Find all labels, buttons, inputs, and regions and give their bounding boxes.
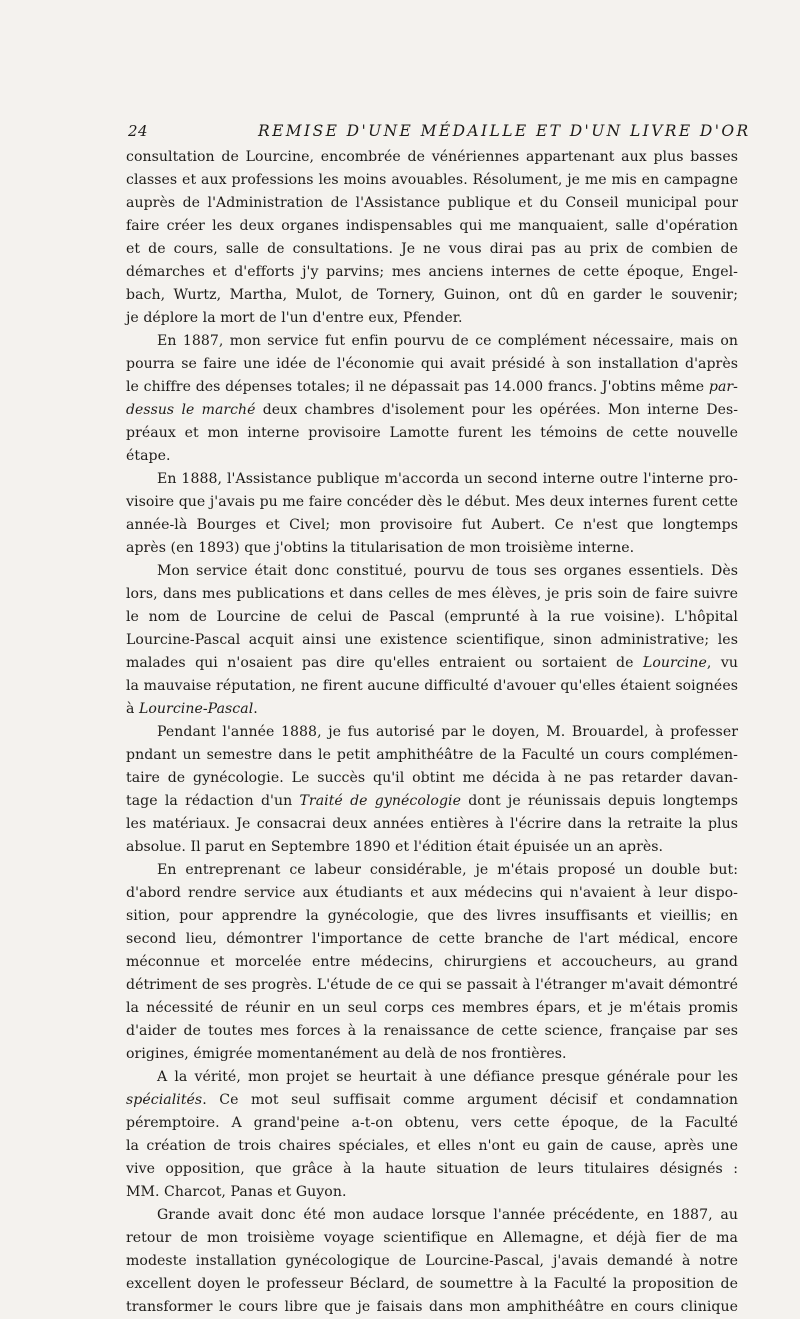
text-segment: A la vérité, mon projet se heurtait à une défiance presque générale pour les — [157, 1069, 738, 1085]
text-segment: retour de mon troisième voyage scientifique en Allemagne, et déjà fier de ma — [126, 1230, 738, 1246]
text-segment: après (en 1893) que j'obtins la titularisation de mon troisième interne. — [126, 540, 635, 556]
text-segment: modeste installation gynécologique de Lourcine-Pascal, j'avais demandé à notre — [126, 1253, 738, 1269]
text-line — [126, 882, 738, 905]
text-segment: MM. Charcot, Panas et Guyon. — [126, 1184, 347, 1200]
text-segment: Pendant l'année 1888, je fus autorisé par le doyen, M. Brouardel, à professer — [157, 724, 738, 740]
text-line — [126, 836, 738, 859]
text-segment: tage la rédaction d'un — [126, 793, 300, 809]
text-line — [126, 790, 738, 813]
text-segment: je déplore la mort de l'un d'entre eux, Pfender. — [126, 310, 463, 326]
text-line — [126, 192, 738, 215]
text-line — [126, 652, 738, 675]
text-segment: vive opposition, que grâce à la haute situation de leurs titulaires désignés : — [126, 1161, 738, 1177]
text-segment: pourra se faire une idée de l'économie qui avait présidé à son installation d'après — [126, 356, 738, 372]
text-line — [126, 675, 738, 698]
text-line — [126, 1066, 738, 1089]
text-line — [126, 1112, 738, 1135]
text-segment: les matériaux. Je consacrai deux années entières à l'écrire dans la retraite la plus — [126, 816, 738, 832]
text-segment: la mauvaise réputation, ne firent aucune difficulté d'avouer qu'elles étaient soignées — [126, 678, 738, 694]
italic-segment: Lourcine — [642, 655, 707, 671]
text-segment: péremptoire. A grand'peine a-t-on obtenu, vers cette époque, de la Faculté — [126, 1115, 738, 1131]
text-line — [126, 514, 738, 537]
text-segment: dont je réunissais depuis longtemps — [460, 793, 738, 809]
text-segment: pndant un semestre dans le petit amphithéâtre de la Faculté un cours complémen- — [126, 747, 738, 763]
text-segment: d'abord rendre service aux étudiants et aux médecins qui n'avaient à leur dispo- — [126, 885, 738, 901]
text-line — [126, 376, 738, 399]
text-segment: transformer le cours libre que je faisais dans mon amphithéâtre en cours clinique — [126, 1299, 738, 1315]
text-line — [126, 951, 738, 974]
text-segment: deux chambres d'isolement pour les opérées. Mon interne Des- — [255, 402, 738, 418]
text-segment: à — [126, 701, 139, 717]
text-segment: sition, pour apprendre la gynécologie, que des livres insuffisants et vieillis; en — [126, 908, 738, 924]
running-title: REMISE D'UNE MÉDAILLE ET D'UN LIVRE D'OR — [258, 122, 751, 140]
text-segment: d'aider de toutes mes forces à la renaissance de cette science, française par ses — [126, 1023, 738, 1039]
text-line — [126, 721, 738, 744]
text-segment: absolue. Il parut en Septembre 1890 et l'édition était épuisée un an après. — [126, 839, 664, 855]
text-line — [126, 261, 738, 284]
text-segment: méconnue et morcelée entre médecins, chirurgiens et accoucheurs, au grand — [126, 954, 738, 970]
text-line — [126, 468, 738, 491]
text-line — [126, 1158, 738, 1181]
text-line — [126, 307, 738, 330]
text-line — [126, 629, 738, 652]
text-line — [126, 928, 738, 951]
italic-segment: Lourcine-Pascal — [138, 701, 254, 717]
text-segment: et de cours, salle de consultations. Je ne vous dirai pas au prix de combien de — [126, 241, 738, 257]
text-segment: excellent doyen le professeur Béclard, de soumettre à la Faculté la proposition de — [126, 1276, 738, 1292]
text-segment: Grande avait donc été mon audace lorsque l'année précédente, en 1887, au — [157, 1207, 738, 1223]
text-line — [126, 1181, 738, 1204]
text-line — [126, 560, 738, 583]
text-segment: le nom de Lourcine de celui de Pascal (emprunté à la rue voisine). L'hôpital — [126, 609, 738, 625]
text-segment: En entreprenant ce labeur considérable, je m'étais proposé un double but: — [157, 862, 738, 878]
text-segment: Lourcine-Pascal acquit ainsi une existence scientifique, sinon administrative; les — [126, 632, 738, 648]
text-line — [126, 330, 738, 353]
text-segment: bach, Wurtz, Martha, Mulot, de Tornery, Guinon, ont dû en garder le souvenir; — [126, 287, 738, 303]
body-text — [126, 146, 738, 1319]
text-segment: Mon service était donc constitué, pourvu de tous ses organes essentiels. Dès — [157, 563, 738, 579]
text-line — [126, 859, 738, 882]
text-line — [126, 445, 738, 468]
text-segment: préaux et mon interne provisoire Lamotte furent les témoins de cette nouvelle — [126, 425, 738, 441]
text-line — [126, 399, 738, 422]
text-line — [126, 1204, 738, 1227]
text-segment: malades qui n'osaient pas dire qu'elles entraient ou sortaient de — [126, 655, 643, 671]
text-segment: . Ce mot seul suffisait comme argument décisif et condamnation — [202, 1092, 738, 1108]
text-line — [126, 238, 738, 261]
text-line — [126, 744, 738, 767]
text-segment: le chiffre des dépenses totales; il ne dépassait pas 14.000 francs. J'obtins même — [126, 379, 709, 395]
italic-segment: spécialités — [126, 1092, 203, 1108]
text-line — [126, 1250, 738, 1273]
text-segment: année-là Bourges et Civel; mon provisoire fut Aubert. Ce n'est que longtemps — [126, 517, 738, 533]
text-segment: la nécessité de réunir en un seul corps ces membres épars, et je m'étais promis — [126, 1000, 738, 1016]
text-line — [126, 537, 738, 560]
text-segment: lors, dans mes publications et dans celles de mes élèves, je pris soin de faire suivre — [126, 586, 738, 602]
text-segment: faire créer les deux organes indispensables qui me manquaient, salle d'opération — [126, 218, 738, 234]
text-segment: démarches et d'efforts j'y parvins; mes anciens internes de cette époque, Engel- — [126, 264, 738, 280]
text-segment: origines, émigrée momentanément au delà de nos frontières. — [126, 1046, 567, 1062]
text-line — [126, 905, 738, 928]
text-segment: étape. — [126, 448, 171, 464]
running-head — [128, 122, 751, 146]
text-line — [126, 698, 738, 721]
text-line — [126, 215, 738, 238]
italic-segment: par- — [708, 379, 738, 395]
text-segment: . — [253, 701, 258, 717]
text-line — [126, 767, 738, 790]
italic-segment: Traité de gynécologie — [299, 793, 461, 809]
text-line — [126, 583, 738, 606]
text-segment: la création de trois chaires spéciales, et elles n'ont eu gain de cause, après une — [126, 1138, 738, 1154]
text-segment: taire de gynécologie. Le succès qu'il obtint me décida à ne pas retarder davan- — [126, 770, 738, 786]
text-segment: auprès de l'Administration de l'Assistance publique et du Conseil municipal pour — [126, 195, 738, 211]
page-number: 24 — [128, 122, 149, 140]
text-line — [126, 491, 738, 514]
text-line — [126, 997, 738, 1020]
text-line — [126, 1273, 738, 1296]
text-line — [126, 1043, 738, 1066]
text-segment: détriment de ses progrès. L'étude de ce qui se passait à l'étranger m'avait démontré — [126, 977, 738, 993]
text-segment: consultation de Lourcine, encombrée de vénériennes appartenant aux plus basses — [126, 149, 738, 165]
text-line — [126, 146, 738, 169]
text-line — [126, 606, 738, 629]
text-segment: En 1887, mon service fut enfin pourvu de ce complément nécessaire, mais on — [157, 333, 738, 349]
text-segment: , vu — [706, 655, 738, 671]
text-segment: En 1888, l'Assistance publique m'accorda un second interne outre l'interne pro- — [157, 471, 738, 487]
text-line — [126, 1089, 738, 1112]
text-segment: second lieu, démontrer l'importance de cette branche de l'art médical, encore — [126, 931, 738, 947]
text-line — [126, 1135, 738, 1158]
text-line — [126, 974, 738, 997]
text-line — [126, 353, 738, 376]
text-line — [126, 1020, 738, 1043]
text-segment: classes et aux professions les moins avouables. Résolument, je me mis en campagne — [126, 172, 738, 188]
text-line — [126, 813, 738, 836]
text-line — [126, 422, 738, 445]
italic-segment: dessus le marché — [126, 402, 256, 418]
text-line — [126, 1227, 738, 1250]
text-line — [126, 284, 738, 307]
text-line — [126, 169, 738, 192]
text-segment: visoire que j'avais pu me faire concéder dès le début. Mes deux internes furent cette — [126, 494, 738, 510]
text-line — [126, 1296, 738, 1319]
